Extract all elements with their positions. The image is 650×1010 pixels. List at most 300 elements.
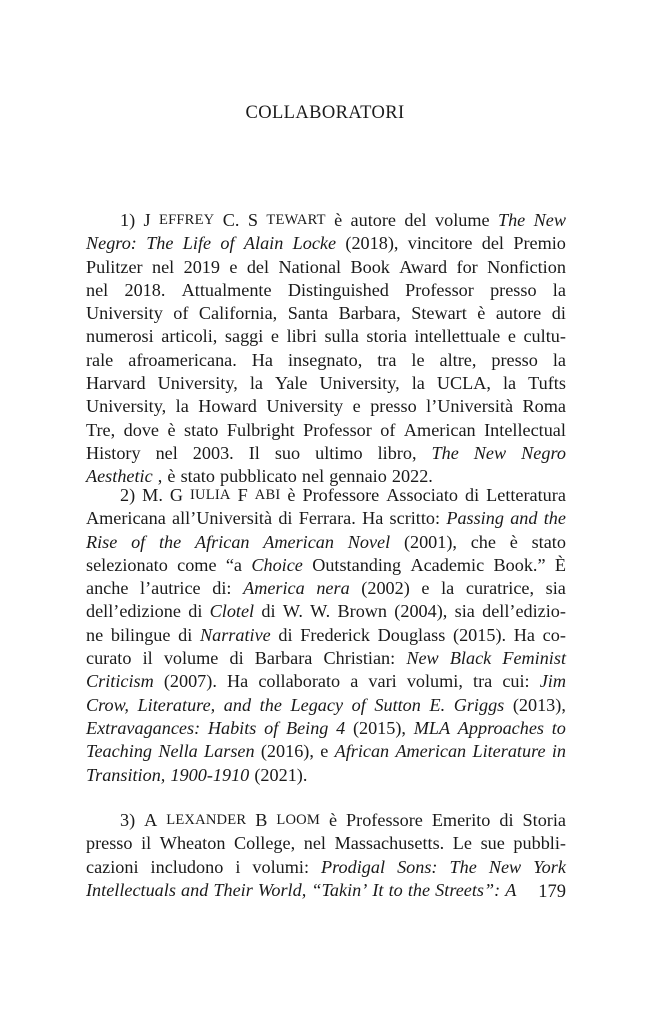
word: C. [222, 210, 240, 230]
word: a [350, 671, 359, 692]
word: è [334, 210, 343, 230]
word: and [510, 508, 538, 529]
word: nel [151, 256, 175, 277]
word: Narrative [200, 624, 271, 645]
word: curatrice, [465, 578, 535, 599]
word: Their [213, 879, 253, 900]
word: Book [350, 256, 390, 277]
word: i [235, 856, 241, 877]
word: cui: [502, 671, 530, 692]
word: of [131, 531, 146, 552]
word: 1900-1910 [170, 764, 250, 785]
word: Choice [251, 554, 303, 575]
word: American [403, 419, 476, 440]
word: The [431, 442, 459, 463]
word: Il [248, 442, 260, 463]
word: the [543, 508, 566, 529]
text-line [86, 694, 566, 717]
word: Teaching [86, 741, 153, 762]
word: e [270, 326, 279, 347]
word: Americana [86, 508, 166, 529]
word: Santa [287, 303, 329, 324]
word: Clotel [209, 601, 255, 622]
word: (2016), [260, 741, 314, 762]
text-line [86, 740, 566, 763]
word: ultimo [315, 442, 363, 463]
word: all’Università [172, 508, 273, 529]
word: Ha [226, 671, 249, 692]
word: America [243, 578, 305, 599]
word: di: [212, 578, 232, 599]
word: sia [545, 578, 566, 599]
word: È [554, 554, 566, 575]
word: York [533, 856, 566, 877]
text-line [86, 232, 566, 255]
word: Literature [472, 741, 546, 762]
text-line [86, 670, 566, 693]
word: e [229, 256, 238, 277]
word: Ha [513, 624, 535, 645]
word: è [328, 810, 338, 830]
text-line [86, 577, 566, 600]
word: e [320, 741, 329, 762]
word: Professor [303, 419, 372, 440]
word: Locke [292, 233, 337, 254]
word: Being [285, 717, 329, 738]
word: American [263, 531, 334, 552]
word: Yale [274, 373, 308, 394]
word: di [188, 601, 203, 622]
word: College, [234, 833, 296, 854]
word: Storia [522, 810, 566, 830]
word: W. [310, 601, 331, 622]
word: (2015), [352, 717, 406, 738]
word: co- [542, 624, 566, 645]
word: African [194, 531, 250, 552]
word: LEXANDER [166, 812, 247, 828]
word: sulla [324, 326, 359, 347]
word: the [158, 531, 182, 552]
word: African [334, 741, 390, 762]
word: Brown [337, 601, 388, 622]
word: Tre, [86, 419, 116, 440]
word: LOOM [276, 812, 320, 828]
word: (2015). [453, 624, 507, 645]
word: pubbli- [513, 833, 566, 854]
word: pubblicato [220, 466, 297, 487]
word: A [505, 879, 517, 900]
word: The [449, 856, 477, 877]
word: 2003. [192, 442, 234, 463]
word: il [141, 833, 152, 854]
word: F [237, 485, 248, 505]
text-line [86, 856, 566, 879]
word: 2018. [124, 279, 166, 300]
word: E. [429, 694, 446, 715]
word: (2007). [163, 671, 217, 692]
word: ABI [254, 487, 281, 503]
word: saggi [224, 326, 264, 347]
word: Ferrara. [298, 508, 356, 529]
word: Prodigal [321, 856, 386, 877]
word: Professor [405, 279, 474, 300]
word: Outstanding [312, 554, 402, 575]
word: J [143, 210, 151, 230]
word: stato [180, 466, 215, 487]
word: TEWART [266, 212, 326, 228]
word: cazioni [86, 856, 139, 877]
word: Griggs [453, 694, 505, 715]
word: dove [123, 419, 159, 440]
word: of [173, 303, 189, 324]
word: Aesthetic [86, 466, 153, 487]
word: It [372, 879, 384, 900]
word: volumi, [406, 671, 463, 692]
word: volume [163, 648, 219, 669]
word: Barbara [254, 648, 313, 669]
word: di [229, 648, 244, 669]
word: articoli, [161, 326, 218, 347]
word: Negro: [86, 233, 137, 254]
word: di [278, 624, 293, 645]
word: Intellectuals [86, 879, 176, 900]
word: 2) [120, 485, 136, 505]
word: tra [377, 349, 397, 370]
word: Professore [302, 485, 380, 505]
word: Letteratura [486, 485, 566, 505]
word: Professore [346, 810, 423, 830]
word: il [142, 648, 153, 669]
word: M. [142, 485, 163, 505]
text-line [86, 442, 566, 465]
word: è [287, 485, 296, 505]
word: Fulbright [226, 419, 295, 440]
word: le [411, 349, 425, 370]
word: di [178, 624, 193, 645]
word: Streets”: [435, 879, 501, 900]
word: di [551, 303, 566, 324]
word: 1) [120, 210, 136, 230]
word: Feminist [502, 648, 566, 669]
word: scritto: [389, 508, 441, 529]
word: presso [491, 349, 538, 370]
text-line [86, 372, 566, 395]
word: Frederick [300, 624, 370, 645]
word: Christian: [323, 648, 396, 669]
word: New [406, 648, 439, 669]
word: World, [257, 879, 307, 900]
word: selezionato [86, 554, 168, 575]
word: volume [435, 210, 490, 230]
word: (2004), [394, 601, 448, 622]
word: “a [225, 554, 243, 575]
word: presso [370, 396, 417, 417]
page-title: COLLABORATORI [245, 103, 405, 123]
word: Intellectual [484, 419, 566, 440]
word: Roma [522, 396, 566, 417]
word: e [507, 326, 516, 347]
word: Pulitzer [86, 256, 143, 277]
word: di [499, 810, 514, 830]
text-line [86, 554, 566, 577]
word: EFFREY [159, 212, 215, 228]
word: vari [368, 671, 397, 692]
word: numerosi [86, 326, 154, 347]
text-line [86, 600, 566, 623]
word: Book.” [493, 554, 546, 575]
word: Passing [446, 508, 504, 529]
word: tra [473, 671, 493, 692]
word: bilingue [110, 624, 171, 645]
word: Academic [410, 554, 485, 575]
word: IULIA [190, 487, 231, 503]
word: l’autrice [140, 578, 201, 599]
word: Habits [207, 717, 257, 738]
word: the [407, 879, 431, 900]
word: la [552, 349, 566, 370]
text-line [86, 717, 566, 740]
word: Award [399, 256, 448, 277]
word: of [264, 717, 279, 738]
word: Distinguished [287, 279, 389, 300]
word: la [411, 373, 425, 394]
contributor-entry-bloom [86, 809, 566, 902]
word: Rise [86, 531, 118, 552]
word: 2022. [391, 466, 433, 487]
word: B [255, 810, 268, 830]
word: autore [495, 303, 542, 324]
word: Alain [243, 233, 284, 254]
word: of [220, 233, 235, 254]
word: e [352, 396, 361, 417]
word: del [481, 233, 504, 254]
word: 3) [120, 810, 136, 830]
word: vincitore [407, 233, 473, 254]
word: gennaio [329, 466, 387, 487]
word: dell’edizio- [482, 601, 566, 622]
text-line [86, 209, 566, 232]
word: S [247, 210, 258, 230]
word: University, [157, 373, 238, 394]
word: la [249, 373, 263, 394]
word: A [144, 810, 158, 830]
word: Stewart [411, 303, 467, 324]
text-line [86, 531, 566, 554]
word: of [380, 419, 396, 440]
word: altre, [439, 349, 477, 370]
word: libro, [377, 442, 417, 463]
word: Emerito [431, 810, 491, 830]
word: intellettuale [414, 326, 501, 347]
word: University, [319, 373, 400, 394]
word: to [388, 879, 403, 900]
word: (2002) [361, 578, 410, 599]
word: la [502, 373, 517, 394]
word: of [351, 694, 366, 715]
word: come [177, 554, 217, 575]
word: in [551, 741, 566, 762]
word: Larsen [204, 741, 255, 762]
word: for [456, 256, 478, 277]
word: (2021). [254, 764, 308, 785]
word: National [278, 256, 342, 277]
word: Massachusetts. [334, 833, 445, 854]
word: Harvard [86, 373, 146, 394]
word: New [488, 856, 522, 877]
word: la [552, 279, 566, 300]
word: University [86, 303, 163, 324]
word: Ha [362, 508, 384, 529]
word: storia [366, 326, 407, 347]
word: Transition, [86, 764, 166, 785]
word: stato [184, 419, 219, 440]
text-line [86, 256, 566, 279]
word: Criticism [86, 671, 154, 692]
word: Ha [251, 349, 273, 370]
word: (2018), [345, 233, 399, 254]
word: 4 [336, 717, 346, 738]
text-line [86, 507, 566, 530]
word: autore [350, 210, 396, 230]
word: New [473, 442, 507, 463]
contributor-entry-stewart [86, 209, 566, 489]
word: Jim [539, 671, 566, 692]
word: Premio [513, 233, 566, 254]
word: stato [531, 531, 566, 552]
word: “Takin’ [311, 879, 368, 900]
word: collaborato [258, 671, 341, 692]
word: Barbara, [338, 303, 401, 324]
word: , [157, 466, 163, 487]
word: presso [490, 279, 537, 300]
word: l’Università [426, 396, 514, 417]
text-line [86, 484, 566, 507]
word: sia [454, 601, 475, 622]
word: includono [150, 856, 224, 877]
word: American [395, 741, 467, 762]
text-line [86, 279, 566, 302]
contributor-entry-fabi [86, 484, 566, 787]
word: California, [198, 303, 278, 324]
word: W. [282, 601, 303, 622]
word: Extravagances: [86, 717, 201, 738]
word: nel [303, 833, 326, 854]
word: Approaches [457, 717, 545, 738]
word: and [223, 694, 252, 715]
word: Attualmente [181, 279, 272, 300]
word: UCLA, [436, 373, 491, 394]
word: suo [274, 442, 301, 463]
word: nel [301, 466, 325, 487]
word: Life [182, 233, 212, 254]
word: insegnato, [287, 349, 363, 370]
word: Howard [198, 396, 257, 417]
word: Negro [521, 442, 566, 463]
word: Black [449, 648, 492, 669]
word: University, [86, 396, 167, 417]
text-line [86, 419, 566, 442]
word: cultu- [523, 326, 566, 347]
word: Crow, [86, 694, 129, 715]
word: Tufts [528, 373, 566, 394]
word: di [464, 485, 480, 505]
word: Novel [347, 531, 391, 552]
text-line [86, 302, 566, 325]
text-line [86, 647, 566, 670]
word: volumi: [252, 856, 310, 877]
word: nel [155, 442, 178, 463]
word: è [509, 531, 518, 552]
word: del [404, 210, 427, 230]
word: Le [452, 833, 472, 854]
word: Sons: [397, 856, 438, 877]
word: afroamericana. [128, 349, 237, 370]
word: è [167, 466, 176, 487]
text-line [86, 325, 566, 348]
word: nera [316, 578, 350, 599]
word: (2013), [512, 694, 566, 715]
text-line [86, 395, 566, 418]
word: Nella [158, 741, 198, 762]
word: Douglass [377, 624, 446, 645]
text-line [86, 624, 566, 647]
text-line [86, 832, 566, 855]
text-line [86, 764, 566, 787]
word: University [266, 396, 344, 417]
word: Sutton [374, 694, 421, 715]
word: ne [86, 624, 104, 645]
word: nel [86, 279, 109, 300]
word: History [86, 442, 141, 463]
word: che [470, 531, 496, 552]
word: di [261, 601, 276, 622]
word: Wheaton [159, 833, 226, 854]
word: e [421, 578, 430, 599]
word: New [533, 210, 566, 230]
word: del [246, 256, 270, 277]
word: dell’edizione [86, 601, 181, 622]
word: la [175, 396, 189, 417]
word: Legacy [290, 694, 344, 715]
word: (2001), [403, 531, 457, 552]
word: presso [86, 833, 133, 854]
text-line [86, 809, 566, 832]
word: Associato [386, 485, 458, 505]
word: libri [286, 326, 317, 347]
word: 2019 [183, 256, 220, 277]
word: la [441, 578, 455, 599]
word: to [551, 717, 566, 738]
text-line [86, 879, 566, 902]
word: anche [86, 578, 129, 599]
word: curato [86, 648, 132, 669]
text-line [86, 349, 566, 372]
word: and [181, 879, 209, 900]
page-number: 179 [538, 882, 566, 902]
word: the [259, 694, 282, 715]
word: è [477, 303, 486, 324]
word: MLA [413, 717, 451, 738]
word: Nonfiction [487, 256, 566, 277]
word: The [146, 233, 174, 254]
word: The [497, 210, 526, 230]
word: G [169, 485, 184, 505]
word: rale [86, 349, 114, 370]
word: sue [480, 833, 505, 854]
word: di [278, 508, 293, 529]
word: Literature, [137, 694, 216, 715]
word: è [167, 419, 176, 440]
